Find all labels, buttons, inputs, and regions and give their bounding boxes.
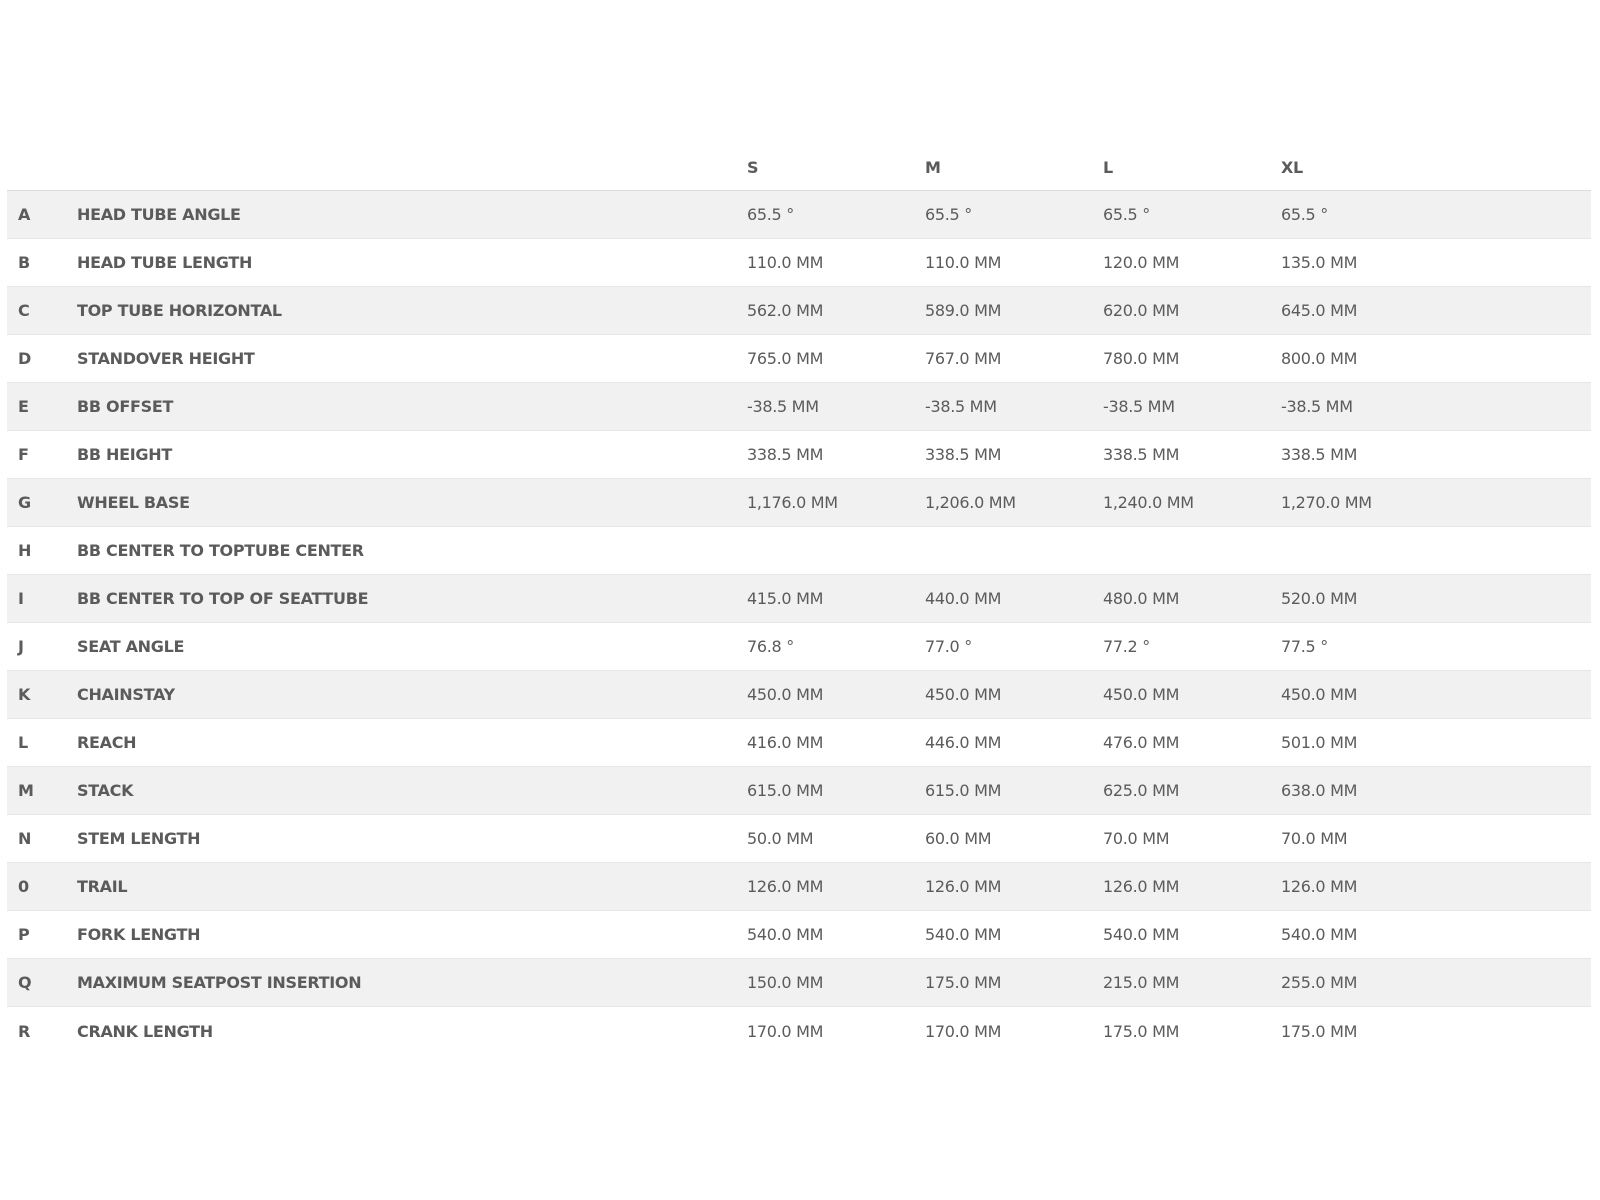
value-cell-m: -38.5 MM <box>925 397 997 416</box>
row-measurement-name: HEAD TUBE ANGLE <box>77 205 241 224</box>
table-row <box>7 911 1591 959</box>
table-row <box>7 527 1591 575</box>
row-letter: Q <box>18 973 32 992</box>
row-letter: K <box>18 685 31 704</box>
table-row <box>7 1007 1591 1055</box>
value-cell-s: 338.5 MM <box>747 445 824 464</box>
table-body <box>7 191 1591 1055</box>
row-measurement-name: STANDOVER HEIGHT <box>77 349 255 368</box>
value-cell-s: 415.0 MM <box>747 589 824 608</box>
row-measurement-name: TOP TUBE HORIZONTAL <box>77 301 282 320</box>
value-cell-l: 65.5 ° <box>1103 205 1150 224</box>
value-cell-s: 615.0 MM <box>747 781 824 800</box>
value-cell-l: 620.0 MM <box>1103 301 1180 320</box>
row-letter: H <box>18 541 32 560</box>
row-letter: J <box>18 637 24 656</box>
table-row <box>7 239 1591 287</box>
row-letter: R <box>18 1021 31 1041</box>
value-cell-xl: 645.0 MM <box>1281 301 1358 320</box>
value-cell-xl: 540.0 MM <box>1281 925 1358 944</box>
value-cell-xl: 175.0 MM <box>1281 1021 1358 1041</box>
value-cell-xl: 501.0 MM <box>1281 733 1358 752</box>
value-cell-s: 65.5 ° <box>747 205 794 224</box>
value-cell-xl: -38.5 MM <box>1281 397 1353 416</box>
value-cell-s: 765.0 MM <box>747 349 824 368</box>
table-row <box>7 575 1591 623</box>
row-letter: N <box>18 829 32 848</box>
value-cell-l: 540.0 MM <box>1103 925 1180 944</box>
value-cell-m: 540.0 MM <box>925 925 1002 944</box>
value-cell-m: 65.5 ° <box>925 205 972 224</box>
geometry-table <box>7 140 1591 1055</box>
value-cell-xl: 126.0 MM <box>1281 877 1358 896</box>
value-cell-s: 126.0 MM <box>747 877 824 896</box>
value-cell-xl: 1,270.0 MM <box>1281 493 1372 512</box>
value-cell-s: 110.0 MM <box>747 253 824 272</box>
value-cell-l: 120.0 MM <box>1103 253 1180 272</box>
value-cell-m: 175.0 MM <box>925 973 1002 992</box>
column-header-l: L <box>1103 157 1113 177</box>
value-cell-l: 175.0 MM <box>1103 1021 1180 1041</box>
value-cell-l: 126.0 MM <box>1103 877 1180 896</box>
column-header-xl: XL <box>1281 157 1303 177</box>
value-cell-l: 450.0 MM <box>1103 685 1180 704</box>
row-measurement-name: REACH <box>77 733 137 752</box>
row-measurement-name: STACK <box>77 781 134 800</box>
column-header-s: S <box>747 157 759 177</box>
value-cell-xl: 450.0 MM <box>1281 685 1358 704</box>
row-measurement-name: MAXIMUM SEATPOST INSERTION <box>77 973 362 992</box>
table-row <box>7 287 1591 335</box>
row-measurement-name: SEAT ANGLE <box>77 637 185 656</box>
value-cell-m: 77.0 ° <box>925 637 972 656</box>
row-measurement-name: BB HEIGHT <box>77 445 172 464</box>
row-letter: P <box>18 925 30 944</box>
table-row <box>7 383 1591 431</box>
value-cell-m: 446.0 MM <box>925 733 1002 752</box>
value-cell-m: 1,206.0 MM <box>925 493 1016 512</box>
value-cell-m: 170.0 MM <box>925 1021 1002 1041</box>
value-cell-s: 1,176.0 MM <box>747 493 838 512</box>
row-measurement-name: STEM LENGTH <box>77 829 201 848</box>
column-header-m: M <box>925 157 941 177</box>
table-row <box>7 815 1591 863</box>
row-measurement-name: BB OFFSET <box>77 397 174 416</box>
table-row <box>7 719 1591 767</box>
value-cell-l: 1,240.0 MM <box>1103 493 1194 512</box>
value-cell-l: -38.5 MM <box>1103 397 1175 416</box>
row-measurement-name: BB CENTER TO TOP OF SEATTUBE <box>77 589 369 608</box>
table-row <box>7 671 1591 719</box>
table-row <box>7 335 1591 383</box>
value-cell-s: 150.0 MM <box>747 973 824 992</box>
row-letter: A <box>18 205 31 224</box>
table-row <box>7 863 1591 911</box>
row-letter: I <box>18 589 24 608</box>
table-row <box>7 479 1591 527</box>
value-cell-m: 338.5 MM <box>925 445 1002 464</box>
value-cell-s: 170.0 MM <box>747 1021 824 1041</box>
row-measurement-name: TRAIL <box>77 877 128 896</box>
row-measurement-name: BB CENTER TO TOPTUBE CENTER <box>77 541 364 560</box>
row-letter: 0 <box>18 877 29 896</box>
value-cell-m: 60.0 MM <box>925 829 992 848</box>
value-cell-xl: 135.0 MM <box>1281 253 1358 272</box>
value-cell-l: 215.0 MM <box>1103 973 1180 992</box>
value-cell-m: 440.0 MM <box>925 589 1002 608</box>
table-row <box>7 431 1591 479</box>
value-cell-s: 450.0 MM <box>747 685 824 704</box>
value-cell-s: 540.0 MM <box>747 925 824 944</box>
value-cell-l: 480.0 MM <box>1103 589 1180 608</box>
value-cell-m: 450.0 MM <box>925 685 1002 704</box>
row-letter: G <box>18 493 31 512</box>
row-measurement-name: CHAINSTAY <box>77 685 175 704</box>
value-cell-m: 589.0 MM <box>925 301 1002 320</box>
row-measurement-name: CRANK LENGTH <box>77 1021 213 1041</box>
row-letter: L <box>18 733 28 752</box>
row-letter: C <box>18 301 30 320</box>
value-cell-s: 76.8 ° <box>747 637 794 656</box>
value-cell-xl: 77.5 ° <box>1281 637 1328 656</box>
value-cell-xl: 255.0 MM <box>1281 973 1358 992</box>
value-cell-xl: 638.0 MM <box>1281 781 1358 800</box>
value-cell-l: 70.0 MM <box>1103 829 1170 848</box>
table-row <box>7 191 1591 239</box>
value-cell-xl: 520.0 MM <box>1281 589 1358 608</box>
row-letter: F <box>18 445 29 464</box>
value-cell-m: 126.0 MM <box>925 877 1002 896</box>
value-cell-xl: 65.5 ° <box>1281 205 1328 224</box>
value-cell-m: 767.0 MM <box>925 349 1002 368</box>
value-cell-l: 780.0 MM <box>1103 349 1180 368</box>
value-cell-s: -38.5 MM <box>747 397 819 416</box>
value-cell-s: 562.0 MM <box>747 301 824 320</box>
table-row <box>7 959 1591 1007</box>
row-measurement-name: HEAD TUBE LENGTH <box>77 253 253 272</box>
value-cell-xl: 800.0 MM <box>1281 349 1358 368</box>
table-row <box>7 623 1591 671</box>
row-measurement-name: FORK LENGTH <box>77 925 201 944</box>
value-cell-s: 50.0 MM <box>747 829 814 848</box>
row-letter: E <box>18 397 29 416</box>
value-cell-l: 77.2 ° <box>1103 637 1150 656</box>
table-row <box>7 767 1591 815</box>
value-cell-xl: 70.0 MM <box>1281 829 1348 848</box>
value-cell-l: 625.0 MM <box>1103 781 1180 800</box>
row-letter: D <box>18 349 31 368</box>
value-cell-m: 110.0 MM <box>925 253 1002 272</box>
row-letter: B <box>18 253 30 272</box>
row-measurement-name: WHEEL BASE <box>77 493 190 512</box>
value-cell-l: 476.0 MM <box>1103 733 1180 752</box>
value-cell-l: 338.5 MM <box>1103 445 1180 464</box>
value-cell-s: 416.0 MM <box>747 733 824 752</box>
table-header-row <box>7 140 1591 191</box>
value-cell-xl: 338.5 MM <box>1281 445 1358 464</box>
value-cell-m: 615.0 MM <box>925 781 1002 800</box>
row-letter: M <box>18 781 34 800</box>
